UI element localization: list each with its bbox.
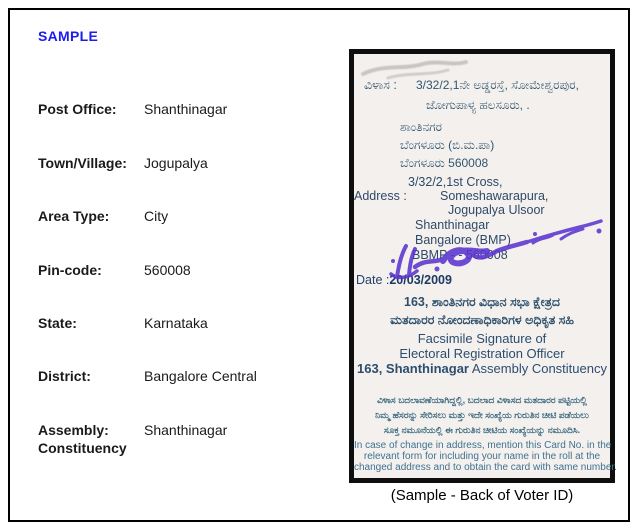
card-kannada-center-line1: 163, ಶಾಂತಿನಗರ ವಿಧಾನ ಸಭಾ ಕ್ಷೇತ್ರದ [404,295,560,309]
field-value: Karnataka [144,315,208,331]
card-english-address-line1: Someshawarapura, [440,189,549,203]
field-row-town-village [38,154,208,172]
card-english-address-line4: Bangalore (BMP) [415,233,511,247]
card-date-label: Date : [356,273,390,287]
card-fineprint-kannada-line2: ನಿಮ್ಮ ಹೆಸರನ್ನು ಸೇರಿಸಲು ಮತ್ತು ಇದೇ ಸಂಖ್ಯೆಯ ಗುರುತಿನ ಚೀಟಿ ಪಡೆಯಲು [375,410,589,420]
card-kannada-address-line3: ಶಾಂತಿನಗರ [400,120,443,134]
card-fineprint-kannada-line3: ಸೂಕ್ತ ನಮೂನೆಯಲ್ಲಿ ಈ ಗುರುತಿನ ಚೀಟಿಯ ಸಂಖ್ಯೆಯನ್ನು ನಮೂದಿಸಿ. [383,425,581,435]
card-date-value: 20/03/2009 [389,273,452,287]
card-kannada-address-line2: ಜೋಗುಪಾಳ್ಯ ಹಲಸೂರು, . [426,98,530,112]
card-fineprint-kannada-line1: ವಿಳಾಸ ಬದಲಾವಣೆಯಾಗಿದ್ದಲ್ಲಿ, ಬದಲಾದ ವಿಳಾಸದ ಮತದಾರರ ಪಟ್ಟಿಯಲ್ಲಿ [377,395,587,405]
field-row-area-type [38,207,168,225]
field-label [38,421,144,457]
card-english-address-line2: Jogupalya Ulsoor [448,203,545,217]
field-value: Shanthinagar [144,101,228,117]
field-row-pin-code [38,261,191,279]
field-label: District: [38,368,91,384]
card-fineprint-english-line3: changed address and to obtain the card with same number. [354,462,617,473]
card-facsimile-line: Facsimile Signature of [417,331,547,346]
card-english-address-label: Address : [354,189,407,203]
field-row-post-office [38,100,227,118]
field-value: Jogupalya [144,155,208,171]
card-english-address-line0: 3/32/2,1st Cross, [408,175,503,189]
field-value: Bangalore Central [144,368,257,384]
field-label: Pin-code: [38,262,102,278]
card-kannada-address-line1: 3/32/2,1ನೇ ಅಡ್ಡರಸ್ತೆ, ಸೋಮೇಶ್ವರಪುರ, [416,78,579,92]
field-value: 560008 [144,262,191,278]
card-kannada-address-line4: ಬೆಂಗಳೂರು (ಬಿ.ಮ.ಪಾ) [400,138,495,152]
card-caption: (Sample - Back of Voter ID) [390,487,574,504]
field-value: City [144,208,169,224]
card-constituency-bold: 163, Shanthinagar [357,361,469,376]
card-date-line [356,273,452,287]
field-label-line2: Constituency [38,440,127,456]
card-constituency-line [354,361,610,376]
card-ero-line: Electoral Registration Officer [399,346,565,361]
card-fineprint-english-line2: relevant form for including your name in the roll at the [363,451,601,462]
card-kannada-address-line5: ಬೆಂಗಳೂರು 560008 [400,156,489,170]
card-english-address-line3: Shanthinagar [415,218,490,232]
field-label: Town/Village: [38,155,127,171]
sample-watermark-label: SAMPLE [38,28,99,44]
field-row-district [38,367,257,385]
voter-id-card-back [349,49,615,483]
field-label: State: [38,315,77,331]
card-fineprint-english-line1: In case of change in address, mention this Card No. in the [354,440,612,451]
card-kannada-center-line2: ಮತದಾರರ ನೋಂದಣಾಧಿಕಾರಿಗಳ ಅಧಿಕೃತ ಸಹಿ [390,313,574,327]
card-english-address-line5: BBMP - - 560008 [412,248,508,262]
field-label: Post Office: [38,101,117,117]
field-label-line1: Assembly: [38,422,109,438]
card-kannada-address-label: ವಿಳಾಸ : [364,78,397,92]
card-constituency-rest: Assembly Constituency [468,361,607,376]
field-label: Area Type: [38,208,110,224]
field-row-assembly-constituency [38,421,227,457]
field-value: Shanthinagar [144,422,228,438]
field-row-state [38,314,208,332]
